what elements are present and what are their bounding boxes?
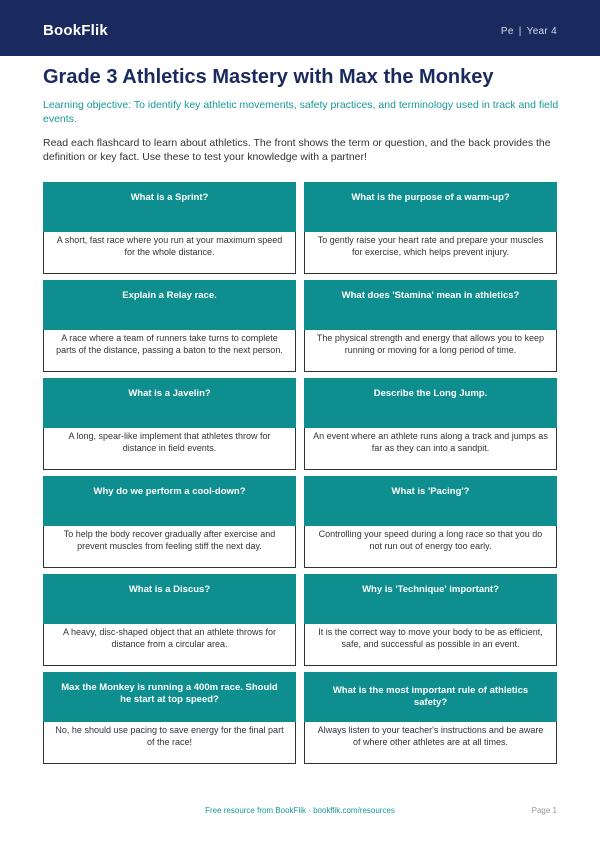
flashcard	[304, 378, 557, 470]
page-number: Page 1	[531, 806, 557, 815]
flashcard-front: What is the most important rule of athletics safety?	[304, 672, 557, 722]
flashcard	[304, 280, 557, 372]
flashcard-grid	[43, 182, 557, 764]
year-label: Year 4	[526, 26, 557, 37]
flashcard-front: Describe the Long Jump.	[304, 378, 557, 428]
flashcard-back: A long, spear-like implement that athletes throw for distance in field events.	[43, 428, 296, 470]
meta-separator: |	[518, 26, 522, 37]
flashcard-back: To gently raise your heart rate and prepare your muscles for exercise, which helps prevent injury.	[304, 232, 557, 274]
flashcard	[43, 280, 296, 372]
flashcard-front: What does 'Stamina' mean in athletics?	[304, 280, 557, 330]
flashcard-back: An event where an athlete runs along a track and jumps as far as they can into a sandpit.	[304, 428, 557, 470]
flashcard	[43, 574, 296, 666]
flashcard-back: It is the correct way to move your body to be as efficient, safe, and successful as possible in an event.	[304, 624, 557, 666]
instructions-text: Read each flashcard to learn about athletics. The front shows the term or question, and the back provides the definition or key fact. Use these to test your knowledge with a partner!	[43, 137, 551, 163]
flashcard-back: A heavy, disc-shaped object that an athlete throws for distance from a circular area.	[43, 624, 296, 666]
flashcard-back: To help the body recover gradually after exercise and prevent muscles from feeling stiff the next day.	[43, 526, 296, 568]
flashcard-front: Why is 'Technique' important?	[304, 574, 557, 624]
flashcard-front: What is a Sprint?	[43, 182, 296, 232]
flashcard-back: A short, fast race where you run at your maximum speed for the whole distance.	[43, 232, 296, 274]
flashcard-back: Controlling your speed during a long race so that you do not run out of energy too early.	[304, 526, 557, 568]
flashcard-back: A race where a team of runners take turns to complete parts of the distance, passing a baton to the next person.	[43, 330, 296, 372]
page-title: Grade 3 Athletics Mastery with Max the Monkey	[43, 66, 494, 88]
flashcard	[43, 672, 296, 764]
flashcard-front: What is a Javelin?	[43, 378, 296, 428]
flashcard	[304, 476, 557, 568]
flashcard-front: What is the purpose of a warm-up?	[304, 182, 557, 232]
learning-objective: Learning objective: To identify key athletic movements, safety practices, and terminology used in track and field events.	[43, 99, 559, 125]
flashcard-front: Why do we perform a cool-down?	[43, 476, 296, 526]
flashcard	[43, 378, 296, 470]
page-header	[0, 0, 600, 56]
subject-label: Pe	[500, 26, 514, 37]
footer-credit: Free resource from BookFlik · bookflik.com/resources	[205, 806, 395, 815]
brand-logo-text: BookFlik	[43, 22, 108, 39]
flashcard-front: Explain a Relay race.	[43, 280, 296, 330]
flashcard-back: No, he should use pacing to save energy for the final part of the race!	[43, 722, 296, 764]
flashcard-back: Always listen to your teacher's instructions and be aware of where other athletes are at all times.	[304, 722, 557, 764]
flashcard-front: Max the Monkey is running a 400m race. Should he start at top speed?	[43, 672, 296, 722]
flashcard	[43, 476, 296, 568]
flashcard	[304, 672, 557, 764]
flashcard	[304, 574, 557, 666]
flashcard-front: What is 'Pacing'?	[304, 476, 557, 526]
flashcard-front: What is a Discus?	[43, 574, 296, 624]
header-meta	[501, 26, 557, 38]
flashcard	[304, 182, 557, 274]
flashcard	[43, 182, 296, 274]
flashcard-back: The physical strength and energy that allows you to keep running or moving for a long period of time.	[304, 330, 557, 372]
